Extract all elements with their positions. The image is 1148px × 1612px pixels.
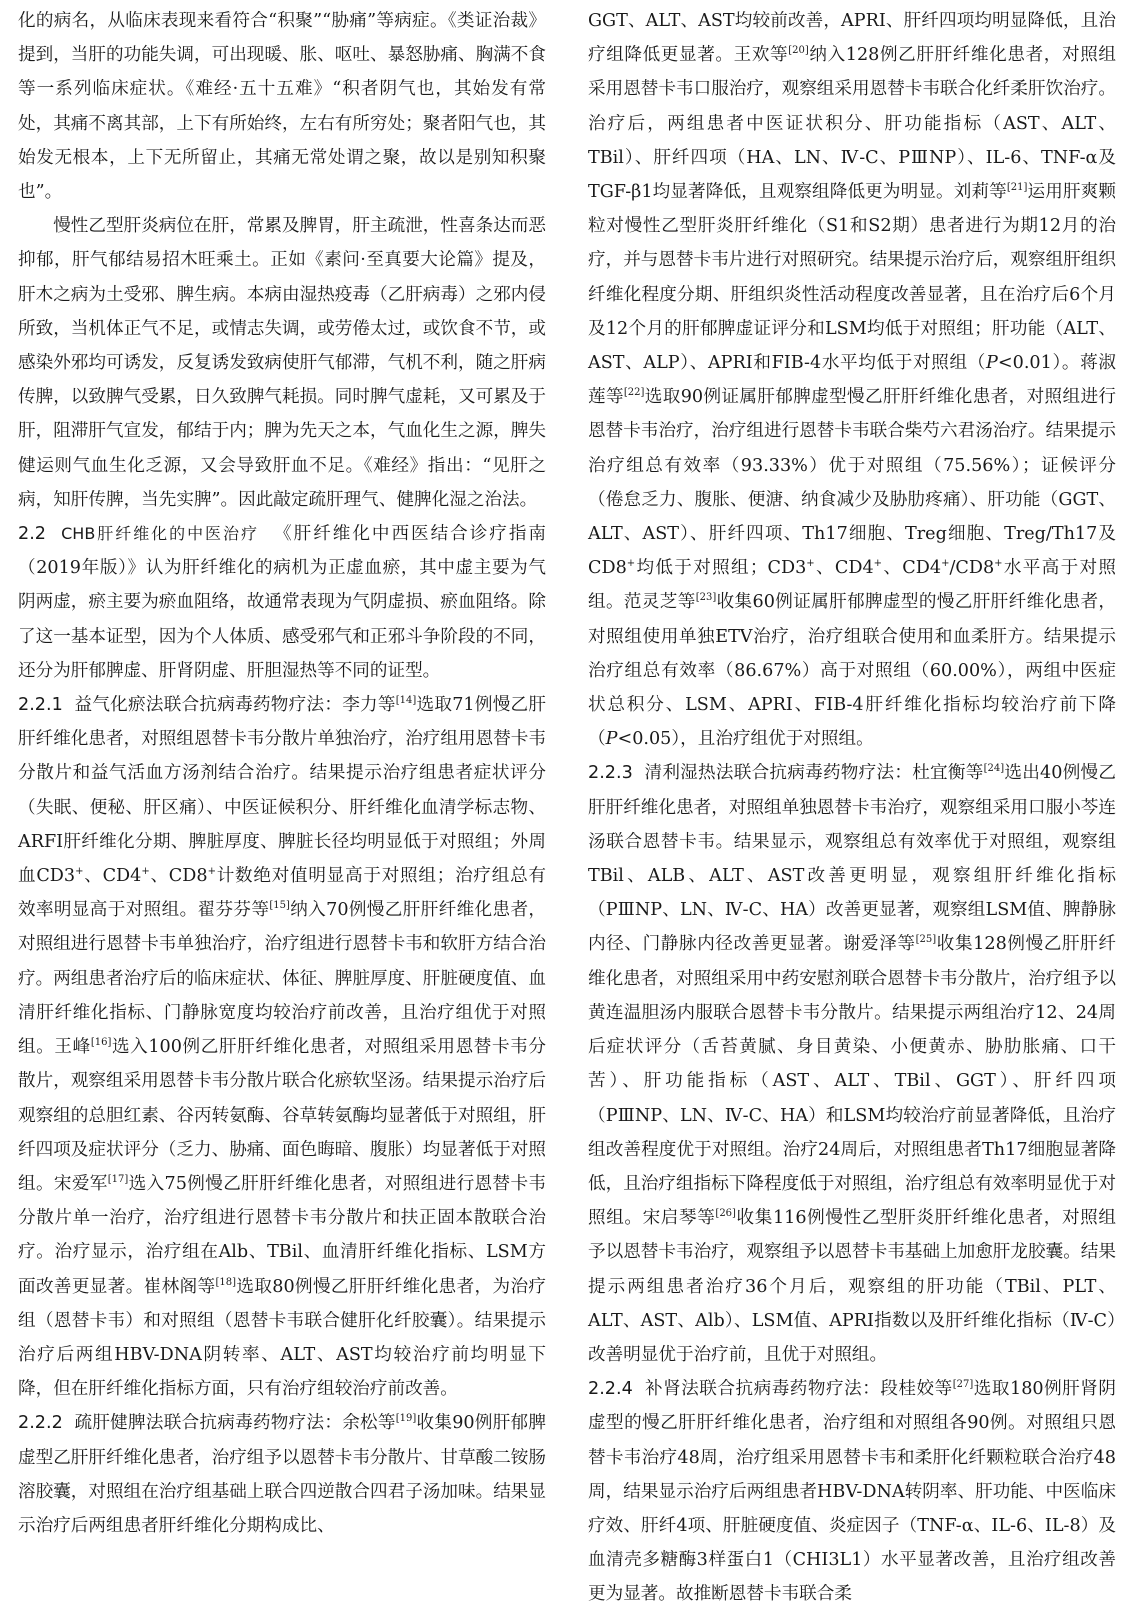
superscript-plus: + [207, 866, 216, 878]
paragraph-symptoms: 化的病名，从临床表现来看符合“积聚”“胁痛”等病症。《类证治裁》提到，当肝的功能失调，可出现暖、胀、呕吐、暴怒胁痛、胸满不食等一系列临床症状。《难经·五十五难》“积者阴气也，其始发有常处，其痛不离其部，上下有所始终，左右有所穷处；聚者阳气也，其始发无根本，上下无所留止，其痛无常处谓之聚，故以是别知积聚也”。 [18, 11, 546, 203]
superscript-plus: + [994, 558, 1003, 570]
superscript-plus: + [873, 558, 883, 570]
citation: [20] [788, 45, 809, 57]
body-text: 选取71例慢乙肝肝纤维化患者，对照组恩替卡韦分散片单独治疗，治疗组用恩替卡韦分散片和益气活血方汤剂结合治疗。结果提示治疗组患者症状评分（失眠、便秘、肝区痛）、中医证候积分、肝纤维化血清学标志物、ARFI肝纤维化分期、脾脏厚度、脾脏长径均明显低于对照组；外周血CD3 [18, 695, 546, 887]
body-text: 、CD4 [83, 866, 142, 887]
body-text: 余松等 [342, 1413, 396, 1434]
body-text: 收集128例慢乙肝肝纤维化患者，对照组采用中药安慰剂联合恩替卡韦分散片，治疗组予以黄连温胆汤内服联合恩替卡韦分散片。结果提示两组治疗12、24周后症状评分（舌苔黄腻、身目黄染、小便黄赤、胁肋胀痛、口干苦）、肝功能指标（AST、ALT、TBil、GGT）、肝纤四项（PⅢNP、LN、Ⅳ-C、HA）和LSM均较治疗前显著降低，且治疗组改善程度优于对照组。治疗24周后，对照组患者Th17细胞显著降低，且治疗组指标下降程度低于对照组，治疗组总有效率明显优于对照组。宋启琴等 [588, 934, 1116, 1229]
body-text: 杜宜衡等 [912, 763, 984, 784]
citation: [21] [1006, 182, 1028, 194]
citation: [26] [715, 1208, 736, 1220]
body-text: 纳入128例乙肝肝纤维化患者，对照组采用恩替卡韦口服治疗，观察组采用恩替卡韦联合化纤柔肝饮治疗。治疗后，两组患者中医证状积分、肝功能指标（AST、ALT、TBil）、肝纤四项（HA、LN、Ⅳ-C、PⅢNP）、IL-6、TNF-α及TGF-β1均显著降低，且观察组降低更为明显。刘莉等 [588, 45, 1116, 203]
citation: [16] [90, 1037, 112, 1049]
section-text: 《肝纤维化中西医结合诊疗指南（2019年版）》认为肝纤维化的病机为正虚血瘀，其中虚主要为气阴两虚，瘀主要为瘀血阻络，故通常表现为气阴虚损、瘀血阻络。除了这一基本证型，因为个人体质、感受邪气和正邪斗争阶段的不同，还分为肝郁脾虚、肝肾阴虚、肝胆湿热等不同的证型。 [18, 524, 546, 681]
body-text: <0.01）。蒋淑莲等 [588, 353, 1116, 408]
subsection-heading: 补肾法联合抗病毒药物疗法： [644, 1379, 881, 1400]
subsection-heading: 疏肝健脾法联合抗病毒药物疗法： [74, 1413, 343, 1434]
section-heading: CHB肝纤维化的中医治疗 [61, 524, 259, 544]
subsection-number: 2.2.3 [588, 763, 633, 784]
body-text: <0.05），且治疗组优于对照组。 [617, 729, 874, 750]
subsection-number: 2.2.4 [588, 1379, 633, 1400]
body-text: 水平高于对照组。范灵芝等 [588, 558, 1117, 613]
citation: [22] [623, 387, 645, 399]
citation: [19] [395, 1413, 417, 1425]
body-text: 均低于对照组；CD3 [635, 558, 807, 579]
section-2-2-2 [18, 1406, 546, 1543]
body-text: 、CD8 [149, 866, 208, 887]
paragraph-continued [588, 4, 1116, 756]
citation: [18] [215, 1276, 237, 1288]
body-text: 收集60例证属肝郁脾虚型的慢乙肝肝纤维化患者，对照组使用单独ETV治疗，治疗组联合使用和血柔肝方。结果提示治疗组总有效率（86.67%）高于对照组（60.00%），两组中医症状总积分、LSM、APRI、FIB-4肝纤维化指标均较治疗前下降（ [588, 592, 1116, 750]
p-value-symbol: P [605, 729, 618, 750]
body-text: 选取90例证属肝郁脾虚型慢乙肝肝纤维化患者，对照组进行恩替卡韦治疗，治疗组进行恩替卡韦联合柴芍六君汤治疗。结果提示治疗组总有效率（93.33%）优于对照组（75.56%）；证候评分（倦怠乏力、腹胀、便溏、纳食减少及胁肋疼痛）、肝功能（GGT、ALT、AST）、肝纤四项、Th17细胞、Treg细胞、Treg/Th17及CD8 [588, 387, 1116, 579]
body-text: 收集90例肝郁脾虚型乙肝肝纤维化患者，治疗组予以恩替卡韦分散片、甘草酸二铵肠溶胶囊，对照组在治疗组基础上联合四逆散合四君子汤加味。结果显示治疗后两组患者肝纤维化分期构成比、 [18, 1413, 546, 1536]
body-text: 纳入70例慢乙肝肝纤维化患者，对照组进行恩替卡韦单独治疗，治疗组进行恩替卡韦和软肝方结合治疗。两组患者治疗后的临床症状、体征、脾脏厚度、肝脏硬度值、血清肝纤维化指标、门静脉宽度均较治疗前改善，且治疗组优于对照组。王峰 [18, 900, 546, 1058]
body-text: 李力等 [342, 695, 396, 716]
body-text: 、CD4 [814, 558, 874, 579]
subsection-number: 2.2.2 [18, 1413, 63, 1434]
citation: [14] [395, 695, 417, 707]
p-value-symbol: P [986, 353, 998, 374]
citation: [27] [952, 1379, 974, 1391]
section-2-2-4 [588, 1372, 1116, 1611]
body-text: 选出40例慢乙肝肝纤维化患者，对照组单独恩替卡韦治疗，观察组采用口服小芩连汤联合恩替卡韦。结果显示，观察组总有效率优于对照组，观察组TBil、ALB、ALT、AST改善更明显，观察组肝纤维化指标（PⅢNP、LN、Ⅳ-C、HA）改善更显著，观察组LSM值、脾静脉内径、门静脉内径改善更显著。谢爱泽等 [588, 763, 1116, 955]
subsection-heading: 清利湿热法联合抗病毒药物疗法： [644, 763, 913, 784]
body-text: 选取80例慢乙肝肝纤维化患者，为治疗组（恩替卡韦）和对照组（恩替卡韦联合健肝化纤胶囊）。结果提示治疗后两组HBV-DNA阴转率、ALT、AST均较治疗前均明显下降，但在肝纤维化指标方面，只有治疗组较治疗前改善。 [18, 1276, 546, 1400]
superscript-plus: + [806, 558, 815, 570]
superscript-plus: + [75, 866, 84, 878]
citation: [24] [983, 763, 1005, 775]
citation: [15] [269, 900, 290, 912]
section-2-2-3 [588, 756, 1116, 1372]
body-text: 收集116例慢性乙型肝炎肝纤维化患者，对照组予以恩替卡韦治疗，观察组予以恩替卡韦基础上加愈肝龙胶囊。结果提示两组患者治疗36个月后，观察组的肝功能（TBil、PLT、ALT、AST、Alb）、LSM值、APRI指数以及肝纤维化指标（Ⅳ-C）改善明显优于治疗前，且优于对照组。 [588, 1208, 1116, 1365]
citation: [25] [915, 934, 937, 946]
right-column [588, 4, 1116, 1612]
body-text: 选入75例慢乙肝肝纤维化患者，对照组进行恩替卡韦分散片单一治疗，治疗组进行恩替卡韦分散片和扶正固本散联合治疗。治疗显示，治疗组在Alb、TBil、血清肝纤维化指标、LSM方面改善更显著。崔林阁等 [18, 1173, 546, 1297]
body-text: 段桂姣等 [880, 1379, 953, 1400]
paragraph-pathogenesis: 慢性乙型肝炎病位在肝，常累及脾胃，肝主疏泄，性喜条达而恶抑郁，肝气郁结易招木旺乘土。正如《素问·至真要大论篇》提及，肝木之病为土受邪、脾生病。本病由湿热疫毒（乙肝病毒）之邪内侵所致，当机体正气不足，或情志失调，或劳倦太过，或饮食不节，或感染外邪均可诱发，反复诱发致病使肝气郁滞，气机不利，随之肝病传脾，以致脾气受累，日久致脾气耗损。同时脾气虚耗，又可累及于肝，阻滞肝气宣发，郁结于内；脾为先天之本，气血化生之源，脾失健运则气血生化乏源，又会导致肝血不足。《难经》指出：“见肝之病，知肝传脾，当先实脾”。因此敲定疏肝理气、健脾化湿之治法。 [18, 216, 546, 510]
body-text: 选入100例乙肝肝纤维化患者，对照组采用恩替卡韦分散片，观察组采用恩替卡韦分散片联合化瘀软坚汤。结果提示治疗后观察组的总胆红素、谷丙转氨酶、谷草转氨酶均显著低于对照组，肝纤四项及症状评分（乏力、胁痛、面色晦暗、腹胀）均显著低于对照组。宋爱军 [18, 1037, 546, 1194]
superscript-plus: + [941, 558, 950, 570]
section-2-2 [18, 517, 546, 688]
body-text: GGT、ALT、AST均较前改善，APRI、肝纤四项均明显降低，且治疗组降低更显著。王欢等 [588, 11, 1116, 66]
citation: [23] [695, 592, 717, 604]
body-text: 选取180例肝肾阴虚型的慢乙肝肝纤维化患者，治疗组和对照组各90例。对照组只恩替卡韦治疗48周，治疗组采用恩替卡韦和柔肝化纤颗粒联合治疗48周，结果显示治疗后两组患者HBV-DNA转阴率、肝功能、中医临床疗效、肝纤4项、肝脏硬度值、炎症因子（TNF-α、IL-6、IL-8）及血清壳多糖酶3样蛋白1（CHI3L1）水平显著改善，且治疗组改善更为显著。故推断恩替卡韦联合柔 [588, 1379, 1116, 1605]
subsection-heading: 益气化瘀法联合抗病毒药物疗法： [74, 695, 343, 716]
body-text: 计数绝对值明显高于对照组；治疗组总有效率明显高于对照组。翟芬芬等 [18, 866, 546, 921]
body-text: 运用肝爽颗粒对慢性乙型肝炎肝纤维化（S1和S2期）患者进行为期12月的治疗，并与恩替卡韦片进行对照研究。结果提示治疗后，观察组肝组织纤维化程度分期、肝组织炎性活动程度改善显著，且在治疗后6个月及12个月的肝郁脾虚证评分和LSM均低于对照组；肝功能（ALT、AST、ALP）、APRI和FIB-4水平均低于对照组（ [588, 182, 1116, 374]
section-2-2-1 [18, 688, 546, 1406]
citation: [17] [107, 1173, 129, 1185]
superscript-plus: + [141, 866, 150, 878]
superscript-plus: + [626, 558, 636, 570]
body-text: /CD8 [949, 558, 995, 579]
section-number: 2.2 [18, 524, 46, 545]
subsection-number: 2.2.1 [18, 695, 63, 716]
body-text: 、CD4 [882, 558, 942, 579]
left-column [18, 4, 546, 1543]
